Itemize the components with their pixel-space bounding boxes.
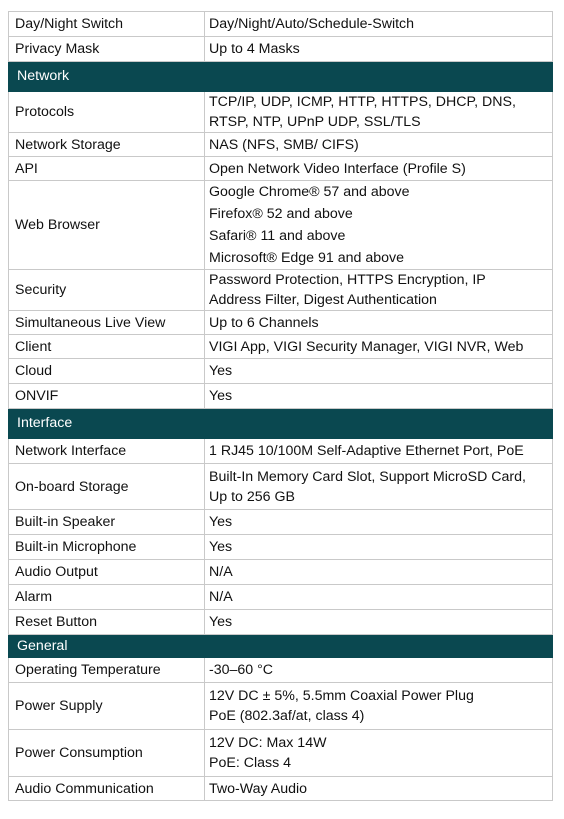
spec-row [9, 359, 553, 384]
spec-value [205, 510, 553, 535]
spec-value-line: Day/Night/Auto/Schedule-Switch [209, 16, 415, 32]
spec-label: Network Interface [9, 439, 205, 464]
spec-value-line: PoE (802.3af/at, class 4) [209, 708, 365, 724]
spec-value-line: Firefox® 52 and above [209, 206, 353, 222]
spec-value-line: N/A [209, 564, 233, 580]
spec-label: On-board Storage [9, 464, 205, 510]
spec-value-line: -30–60 °C [209, 662, 274, 678]
spec-row [9, 92, 553, 133]
spec-value [205, 535, 553, 560]
spec-value [205, 181, 553, 270]
spec-label: Power Consumption [9, 730, 205, 777]
spec-value [205, 359, 553, 384]
spec-value-line: Built-In Memory Card Slot, Support MicroSD Card, [209, 468, 526, 485]
spec-label: Cloud [9, 359, 205, 384]
spec-row [9, 335, 553, 359]
spec-value [205, 610, 553, 635]
spec-value-line: PoE: Class 4 [209, 755, 292, 771]
spec-value-line: Safari® 11 and above [209, 228, 346, 244]
spec-value [205, 157, 553, 181]
spec-value-line: 12V DC ± 5%, 5.5mm Coaxial Power Plug [209, 688, 474, 704]
spec-sheet [8, 11, 552, 801]
spec-row [9, 730, 553, 777]
spec-table [8, 11, 553, 801]
spec-label: Operating Temperature [9, 658, 205, 683]
spec-label: Protocols [9, 92, 205, 133]
spec-label: Audio Communication [9, 777, 205, 801]
spec-row [9, 658, 553, 683]
section-header [9, 62, 553, 92]
spec-value-line: Microsoft® Edge 91 and above [209, 250, 405, 266]
spec-label: API [9, 157, 205, 181]
spec-value [205, 730, 553, 777]
spec-row [9, 683, 553, 730]
spec-label: Built-in Microphone [9, 535, 205, 560]
spec-value [205, 585, 553, 610]
spec-label: ONVIF [9, 384, 205, 409]
section-title: Interface [9, 409, 553, 439]
spec-label: Web Browser [9, 181, 205, 270]
spec-label: Reset Button [9, 610, 205, 635]
spec-value [205, 92, 553, 133]
spec-value [205, 683, 553, 730]
spec-value [205, 560, 553, 585]
spec-label: Network Storage [9, 133, 205, 157]
spec-row [9, 464, 553, 510]
section-title: General [9, 635, 553, 658]
spec-value-line: Open Network Video Interface (Profile S) [209, 160, 466, 177]
spec-value-line: Up to 4 Masks [209, 41, 300, 57]
spec-value [205, 464, 553, 510]
spec-row [9, 510, 553, 535]
spec-value [205, 335, 553, 359]
spec-value-line: Yes [209, 539, 233, 555]
spec-row [9, 585, 553, 610]
spec-label: Power Supply [9, 683, 205, 730]
spec-value-line: VIGI App, VIGI Security Manager, VIGI NVR, Web [209, 338, 524, 355]
spec-value-line: Yes [209, 363, 233, 379]
spec-value-line: 12V DC: Max 14W [209, 735, 327, 751]
section-header [9, 409, 553, 439]
spec-row [9, 535, 553, 560]
spec-value [205, 270, 553, 311]
spec-value-line: Yes [209, 514, 233, 530]
spec-row [9, 270, 553, 311]
spec-row [9, 181, 553, 270]
spec-row [9, 439, 553, 464]
spec-value [205, 439, 553, 464]
spec-value-line: TCP/IP, UDP, ICMP, HTTP, HTTPS, DHCP, DNS, [209, 94, 516, 110]
spec-value [205, 777, 553, 801]
spec-row [9, 777, 553, 801]
spec-value-line: Address Filter, Digest Authentication [209, 292, 437, 308]
spec-label: Alarm [9, 585, 205, 610]
spec-row [9, 133, 553, 157]
spec-label: Privacy Mask [9, 37, 205, 62]
spec-label: Simultaneous Live View [9, 311, 205, 335]
spec-row [9, 37, 553, 62]
spec-value [205, 311, 553, 335]
spec-value-line: RTSP, NTP, UPnP UDP, SSL/TLS [209, 114, 421, 130]
section-title: Network [9, 62, 553, 92]
spec-value-line: N/A [209, 589, 233, 605]
spec-value-line: Yes [209, 388, 233, 404]
spec-label: Audio Output [9, 560, 205, 585]
spec-value-line: Up to 6 Channels [209, 314, 319, 331]
spec-row [9, 311, 553, 335]
spec-value-line: Up to 256 GB [209, 488, 295, 505]
spec-value [205, 12, 553, 37]
spec-row [9, 12, 553, 37]
spec-value [205, 658, 553, 683]
spec-row [9, 610, 553, 635]
spec-value-line: NAS (NFS, SMB/ CIFS) [209, 136, 359, 153]
spec-label: Client [9, 335, 205, 359]
spec-value [205, 37, 553, 62]
spec-row [9, 560, 553, 585]
spec-value-line: Password Protection, HTTPS Encryption, IP [209, 272, 486, 288]
spec-value-line: Google Chrome® 57 and above [209, 184, 410, 200]
section-header [9, 635, 553, 658]
spec-value [205, 384, 553, 409]
spec-label: Security [9, 270, 205, 311]
spec-value-line: 1 RJ45 10/100M Self-Adaptive Ethernet Port, PoE [209, 443, 524, 459]
spec-value-line: Two-Way Audio [209, 780, 308, 797]
spec-value [205, 133, 553, 157]
spec-table-body [9, 12, 553, 801]
spec-value-line: Yes [209, 614, 233, 630]
spec-label: Built-in Speaker [9, 510, 205, 535]
spec-label: Day/Night Switch [9, 12, 205, 37]
spec-row [9, 384, 553, 409]
spec-row [9, 157, 553, 181]
